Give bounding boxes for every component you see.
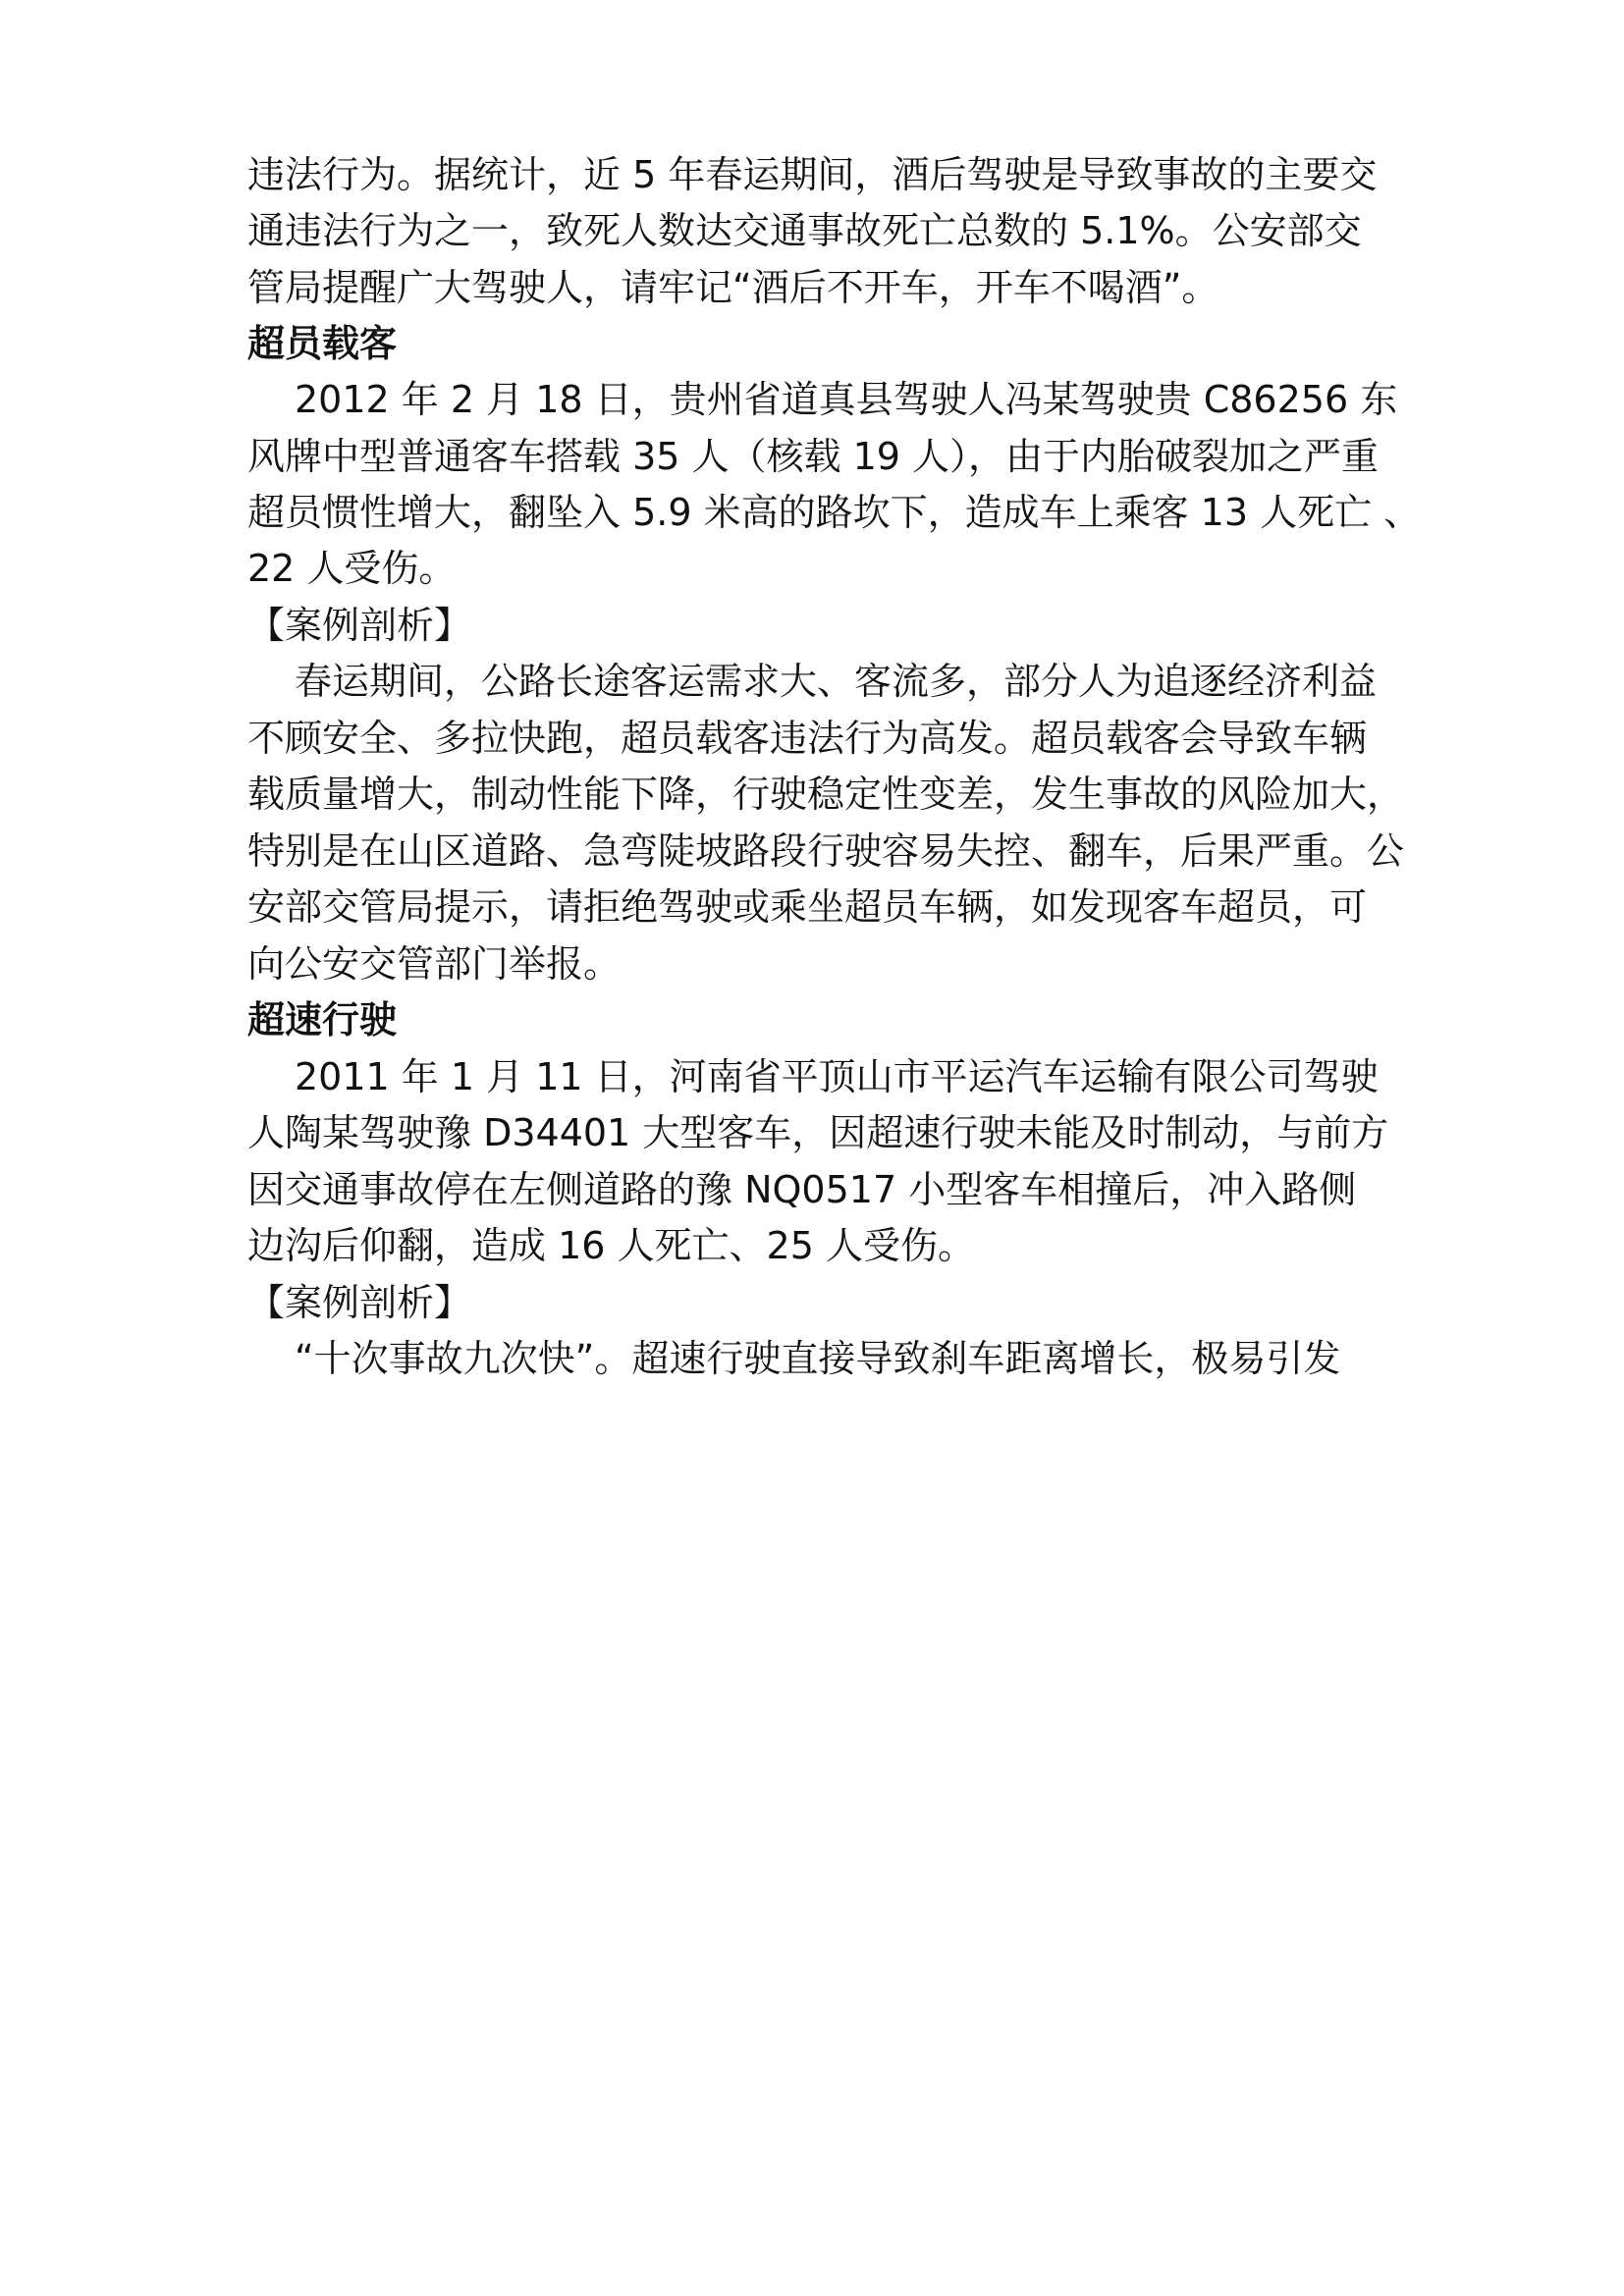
paragraph-line: 载质量增大，制动性能下降，行驶稳定性变差，发生事故的风险加大， — [247, 773, 1405, 816]
case-analysis-label: 【案例剖析】 — [247, 1281, 472, 1324]
paragraph-line: 通违法行为之一，致死人数达交通事故死亡总数的 5.1%。公安部交 — [247, 209, 1362, 252]
paragraph-line: 超员惯性增大，翻坠入 5.9 米高的路坎下，造成车上乘客 13 人死亡 、 — [247, 491, 1422, 534]
paragraph-line: 因交通事故停在左侧道路的豫 NQ0517 小型客车相撞后，冲入路侧 — [247, 1168, 1357, 1211]
section-heading-speeding: 超速行驶 — [247, 998, 398, 1041]
paragraph-line: 人陶某驾驶豫 D34401 大型客车，因超速行驶未能及时制动，与前方 — [247, 1111, 1389, 1154]
paragraph-line: 向公安交管部门举报。 — [247, 942, 622, 986]
paragraph-line: 2011 年 1 月 11 日，河南省平顶山市平运汽车运输有限公司驾驶 — [295, 1055, 1379, 1098]
section-heading-overloading: 超员载客 — [247, 322, 398, 365]
paragraph-line: 风牌中型普通客车搭载 35 人（核载 19 人），由于内胎破裂加之严重 — [247, 435, 1380, 478]
paragraph-line: 安部交管局提示，请拒绝驾驶或乘坐超员车辆，如发现客车超员，可 — [247, 885, 1368, 929]
paragraph-line: 边沟后仰翻，造成 16 人死亡、25 人受伤。 — [247, 1224, 975, 1267]
paragraph-line: 22 人受伤。 — [247, 547, 457, 590]
paragraph-line: 管局提醒广大驾驶人，请牢记“酒后不开车，开车不喝酒”。 — [247, 266, 1219, 309]
paragraph-line: 不顾安全、多拉快跑，超员载客违法行为高发。超员载客会导致车辆 — [247, 717, 1368, 760]
paragraph-line: 违法行为。据统计，近 5 年春运期间，酒后驾驶是导致事故的主要交 — [247, 153, 1378, 196]
paragraph-line: 春运期间，公路长途客运需求大、客流多，部分人为追逐经济利益 — [295, 660, 1378, 703]
paragraph-line: “十次事故九次快”。超速行驶直接导致刹车距离增长，极易引发 — [295, 1337, 1341, 1380]
paragraph-line: 特别是在山区道路、急弯陡坡路段行驶容易失控、翻车，后果严重。公 — [247, 829, 1405, 873]
paragraph-line: 2012 年 2 月 18 日，贵州省道真县驾驶人冯某驾驶贵 C86256 东 — [295, 378, 1398, 421]
case-analysis-label: 【案例剖析】 — [247, 604, 472, 647]
